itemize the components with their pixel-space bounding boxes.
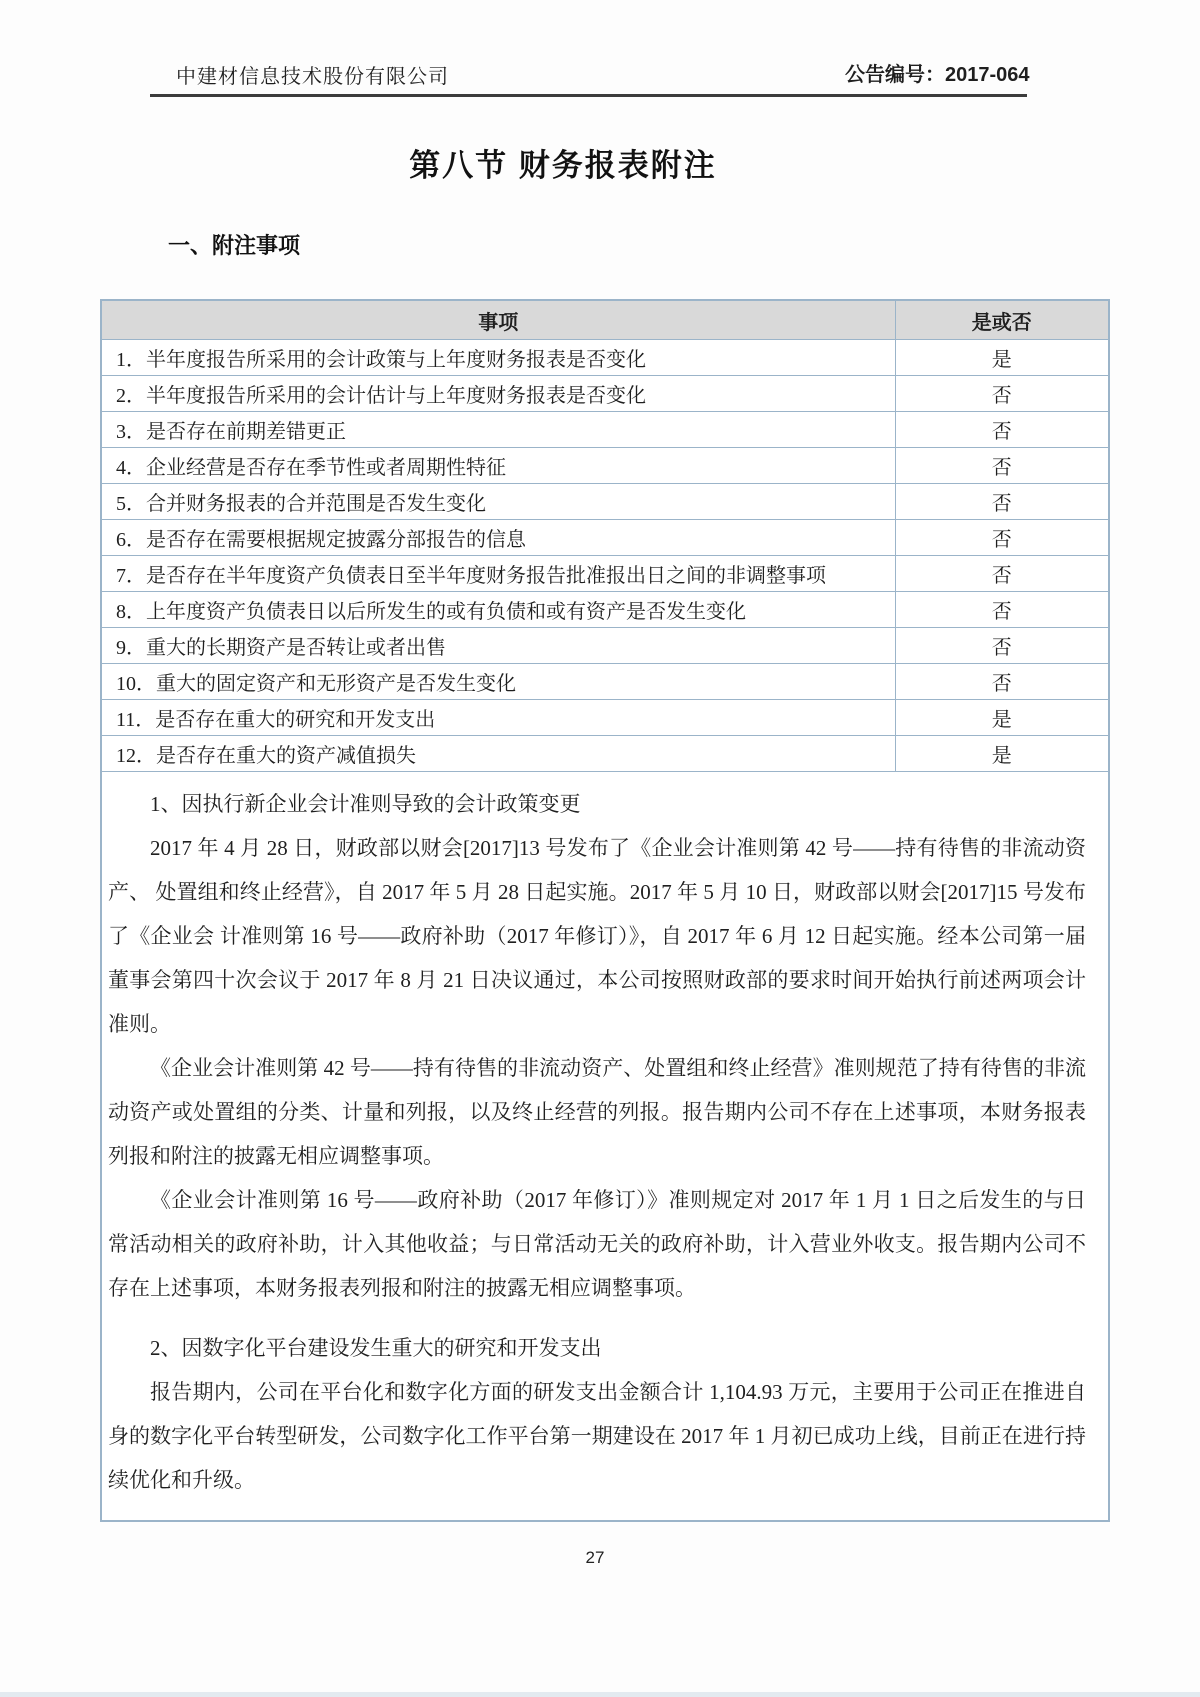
column-header-answer: 是或否 [895, 300, 1109, 340]
note-subheading-2: 2、因数字化平台建设发生重大的研究和开发支出 [150, 1336, 602, 1360]
page-number: 27 [585, 1548, 605, 1567]
table-notes-row [101, 772, 1109, 1522]
table-row [101, 556, 1109, 592]
table-row [101, 628, 1109, 664]
row-item: 3．是否存在前期差错更正 [101, 412, 895, 448]
row-item: 8．上年度资产负债表日以后所发生的或有负债和或有资产是否发生变化 [101, 592, 895, 628]
table-row [101, 592, 1109, 628]
row-answer: 是 [895, 736, 1109, 772]
table-row [101, 448, 1109, 484]
header-notice-number: 公告编号：2017-064 [845, 64, 1030, 86]
row-answer: 否 [895, 592, 1109, 628]
row-answer: 否 [895, 448, 1109, 484]
row-item: 7．是否存在半年度资产负债表日至半年度财务报告批准报出日之间的非调整事项 [101, 556, 895, 592]
row-item: 4．企业经营是否存在季节性或者周期性特征 [101, 448, 895, 484]
note-paragraph: 《企业会计准则第 16 号——政府补助（2017 年修订）》准则规定对 2017 年 1 月 1 日之后发生的与日常活动相关的政府补助，计入其他收益；与日常活动无关的政府补助，计入营业外收支。报告期内公司不存在上述事项，本财务报表列报和附注的披露无相应调整事项。 [108, 1188, 1086, 1300]
row-item: 1．半年度报告所采用的会计政策与上年度财务报表是否变化 [101, 340, 895, 376]
row-item: 10．重大的固定资产和无形资产是否发生变化 [101, 664, 895, 700]
section-heading: 一、附注事项 [168, 233, 301, 258]
row-item: 12．是否存在重大的资产减值损失 [101, 736, 895, 772]
row-answer: 是 [895, 340, 1109, 376]
row-item: 9．重大的长期资产是否转让或者出售 [101, 628, 895, 664]
column-header-item: 事项 [101, 300, 895, 340]
table-row [101, 664, 1109, 700]
row-answer: 否 [895, 376, 1109, 412]
note-paragraph: 报告期内，公司在平台化和数字化方面的研发支出金额合计 1,104.93 万元，主要用于公司正在推进自身的数字化平台转型研发，公司数字化工作平台第一期建设在 2017 年 1 月初已成功上线，目前正在进行持续优化和升级。 [108, 1380, 1086, 1492]
header-rule [150, 94, 1027, 97]
row-item: 5．合并财务报表的合并范围是否发生变化 [101, 484, 895, 520]
notes-table [100, 299, 1110, 1522]
table-row [101, 736, 1109, 772]
header-company-name: 中建材信息技术股份有限公司 [176, 66, 449, 88]
table-row [101, 340, 1109, 376]
note-subheading-1: 1、因执行新企业会计准则导致的会计政策变更 [150, 792, 581, 816]
table-row [101, 520, 1109, 556]
row-answer: 否 [895, 664, 1109, 700]
row-answer: 否 [895, 628, 1109, 664]
row-item: 6．是否存在需要根据规定披露分部报告的信息 [101, 520, 895, 556]
table-row [101, 376, 1109, 412]
notes-cell [101, 772, 1109, 1522]
row-answer: 否 [895, 484, 1109, 520]
table-row [101, 484, 1109, 520]
table-row [101, 700, 1109, 736]
row-answer: 否 [895, 556, 1109, 592]
page-bottom-edge [0, 1692, 1200, 1697]
row-item: 11．是否存在重大的研究和开发支出 [101, 700, 895, 736]
row-item: 2．半年度报告所采用的会计估计与上年度财务报表是否变化 [101, 376, 895, 412]
note-paragraph: 2017 年 4 月 28 日，财政部以财会[2017]13 号发布了《企业会计准则第 42 号——持有待售的非流动资产、 处置组和终止经营》，自 2017 年 5 月 28 日起实施。2017 年 5 月 10 日，财政部以财会[2017]15 号发布了《企业会 计准则第 16 号——政府补助（2017 年修订）》，自 2017 年 6 月 12 日起实施。经本公司第一届董事会第四十次会议于 2017 年 8 月 21 日决议通过，本公司按照财政部的要求时间开始执行前述两项会计准则。 [108, 836, 1086, 1036]
row-answer: 是 [895, 700, 1109, 736]
table-row [101, 412, 1109, 448]
note-paragraph: 《企业会计准则第 42 号——持有待售的非流动资产、处置组和终止经营》准则规范了持有待售的非流 动资产或处置组的分类、计量和列报，以及终止经营的列报。报告期内公司不存在上述事项，本财务报表列报和附注的披露无相应调整事项。 [108, 1056, 1086, 1168]
table-header-row [101, 300, 1109, 340]
row-answer: 否 [895, 412, 1109, 448]
page-title: 第八节 财务报表附注 [409, 148, 717, 183]
row-answer: 否 [895, 520, 1109, 556]
